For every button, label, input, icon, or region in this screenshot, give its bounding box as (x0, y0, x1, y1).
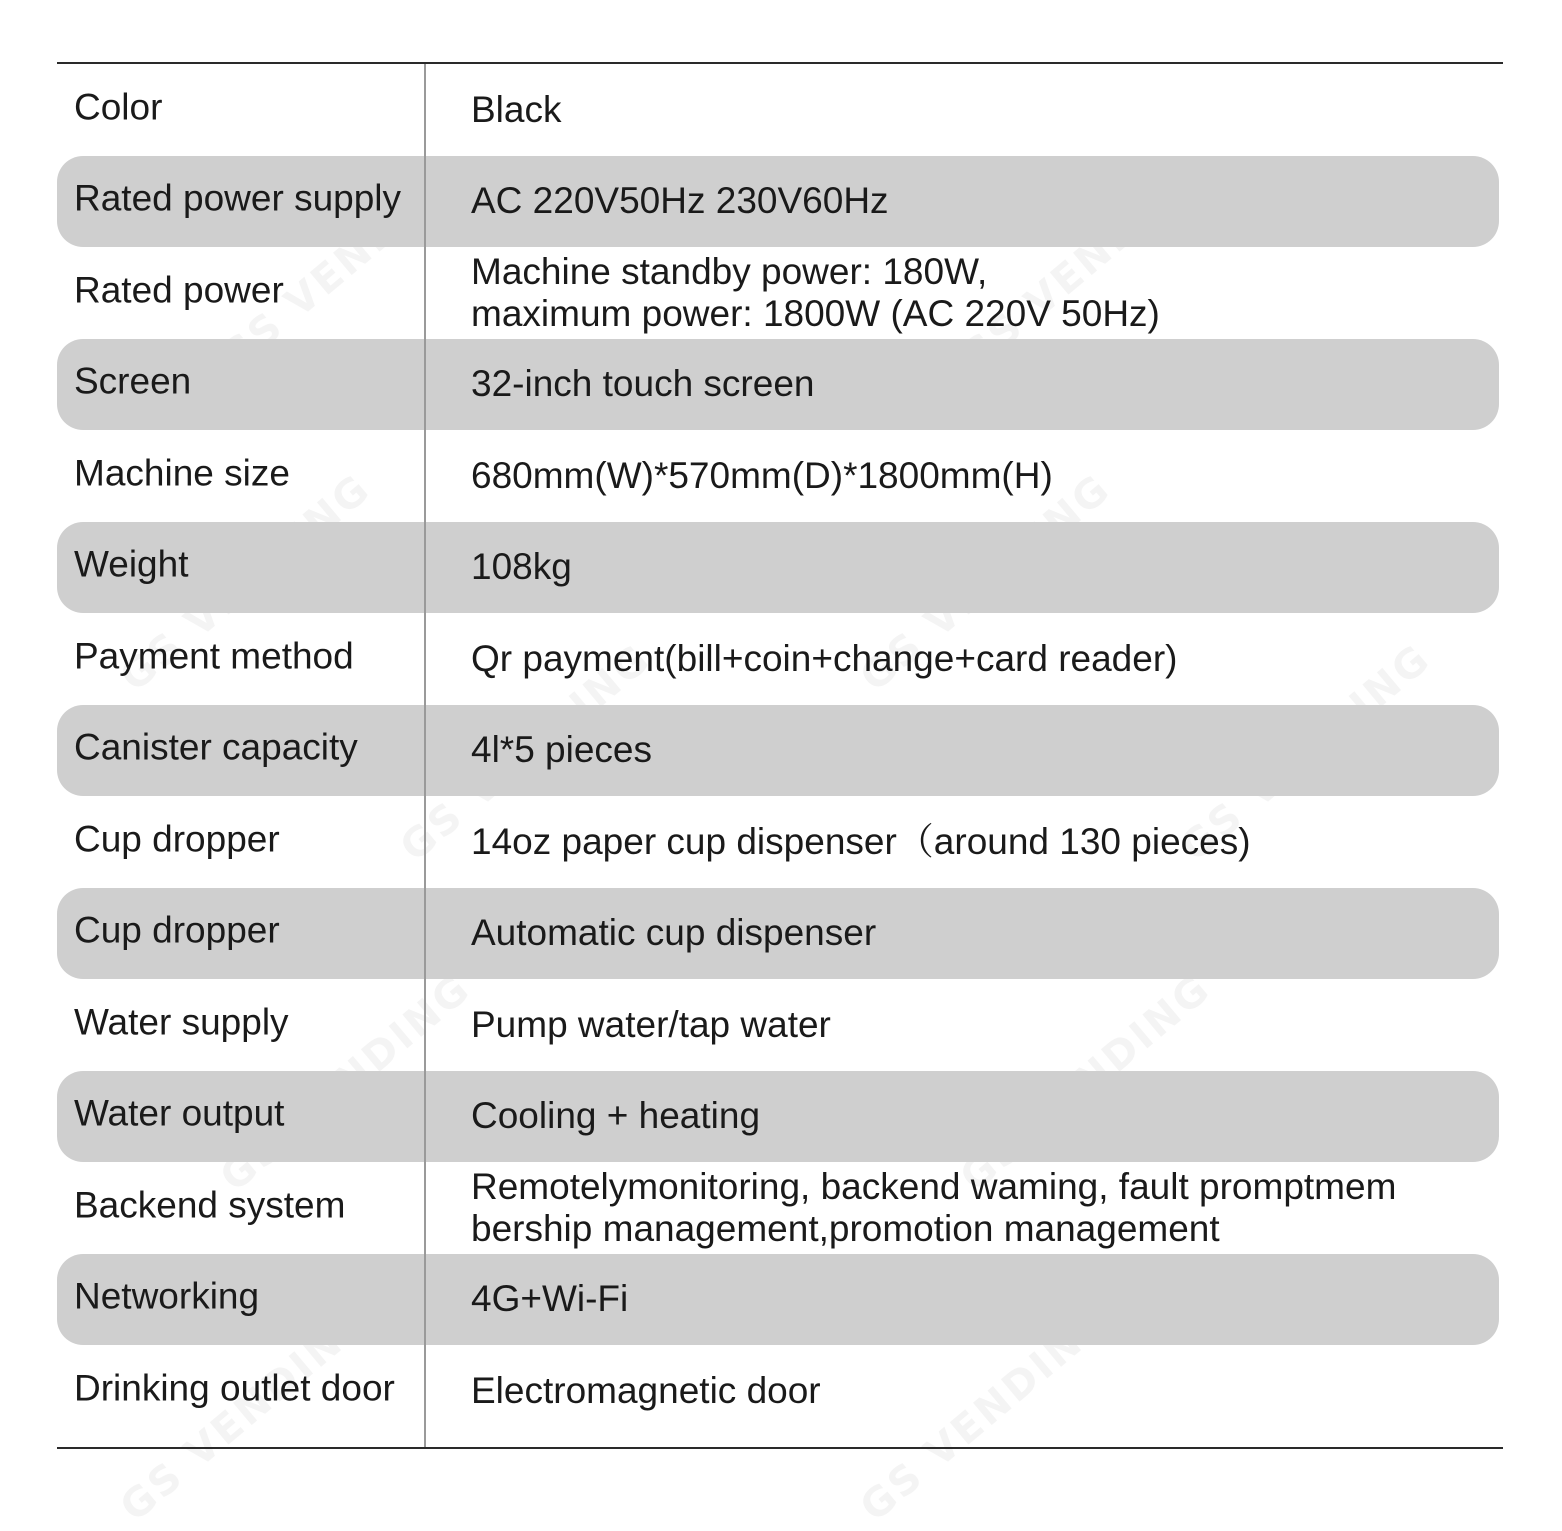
spec-row (57, 522, 1499, 614)
spec-label: Rated power supply (74, 177, 402, 219)
spec-value: Remotelymonitoring, backend waming, fault promptmem bership management,promotion management (471, 1165, 1397, 1249)
spec-label: Water output (74, 1092, 285, 1134)
spec-label: Water supply (74, 1001, 289, 1043)
spec-value: 32-inch touch screen (471, 363, 815, 405)
spec-row (57, 247, 1499, 339)
spec-label: Networking (74, 1275, 260, 1317)
spec-label: Weight (74, 543, 189, 585)
spec-row (57, 1254, 1499, 1346)
spec-value: 108kg (471, 546, 572, 588)
spec-value: Electromagnetic door (471, 1369, 821, 1411)
spec-label: Rated power (74, 269, 284, 311)
spec-row (57, 339, 1499, 431)
spec-label: Payment method (74, 635, 354, 677)
column-divider (424, 64, 426, 1447)
spec-row (57, 430, 1499, 522)
spec-value: Black (471, 88, 562, 130)
spec-row (57, 979, 1499, 1071)
table-top-rule (57, 62, 1503, 64)
spec-value: 14oz paper cup dispenser（around 130 pieces) (471, 820, 1251, 862)
spec-value: 4G+Wi-Fi (471, 1278, 629, 1320)
spec-value: Automatic cup dispenser (471, 912, 877, 954)
spec-label: Color (74, 86, 163, 128)
spec-value: 680mm(W)*570mm(D)*1800mm(H) (471, 454, 1053, 496)
spec-row (57, 1162, 1499, 1254)
spec-label: Screen (74, 360, 192, 402)
spec-label: Backend system (74, 1184, 346, 1226)
spec-label: Canister capacity (74, 726, 358, 768)
spec-row (57, 705, 1499, 797)
spec-row (57, 64, 1499, 156)
spec-row (57, 1345, 1499, 1437)
spec-row (57, 156, 1499, 248)
spec-value: 4l*5 pieces (471, 729, 653, 771)
spec-row (57, 796, 1499, 888)
spec-row (57, 1071, 1499, 1163)
spec-row (57, 888, 1499, 980)
spec-value: Machine standby power: 180W, maximum power: 1800W (AC 220V 50Hz) (471, 250, 1160, 334)
spec-label: Machine size (74, 452, 290, 494)
spec-label: Cup dropper (74, 909, 280, 951)
spec-value: Qr payment(bill+coin+change+card reader) (471, 637, 1178, 679)
spec-row (57, 613, 1499, 705)
spec-label: Drinking outlet door (74, 1367, 395, 1409)
spec-value: Cooling + heating (471, 1095, 761, 1137)
spec-label: Cup dropper (74, 818, 280, 860)
spec-value: AC 220V50Hz 230V60Hz (471, 180, 889, 222)
table-bottom-rule (57, 1447, 1503, 1449)
spec-table (57, 64, 1499, 1437)
spec-value: Pump water/tap water (471, 1003, 831, 1045)
